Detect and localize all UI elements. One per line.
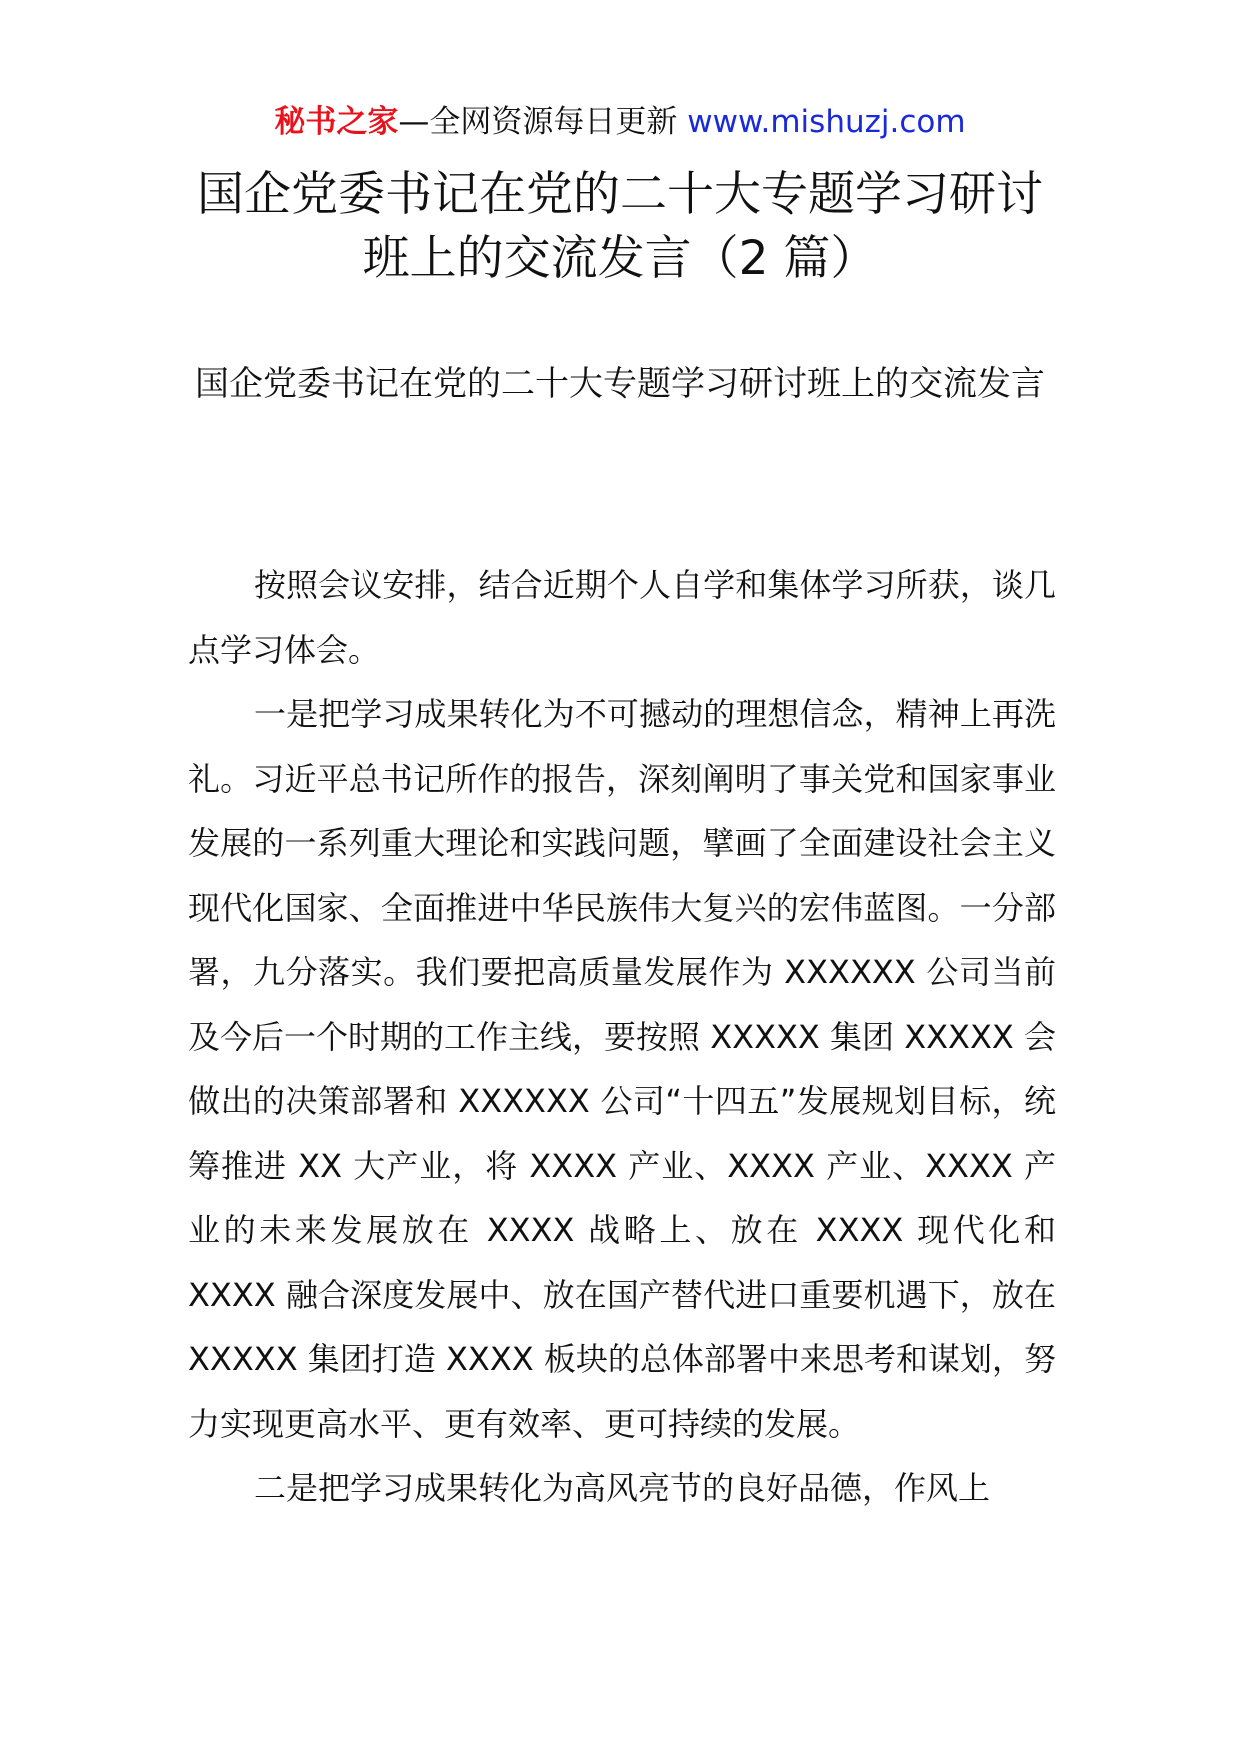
- site-header: [0, 100, 1240, 144]
- paragraph-point-2: 二是把学习成果转化为高风亮节的良好品德，作风上: [254, 1469, 991, 1507]
- brand-name: 秘书之家: [274, 104, 399, 140]
- title-line-1: 国企党委书记在党的二十大专题学习研讨: [197, 167, 1043, 222]
- paragraph-point-1: 一是把学习成果转化为不可撼动的理想信念，精神上再洗礼。习近平总书记所作的报告，深刻阐明了事关党和国家事业发展的一系列重大理论和实践问题，擘画了全面建设社会主义现代化国家、全面推进中华民族伟大复兴的宏伟蓝图。一分部署，九分落实。我们要把高质量发展作为 XXXXXX 公司当前及今后一个时期的工作主线，要按照 XXXXX 集团 XXXXX 会做出的决策部署和 XXXXXX 公司“十四五”发展规划目标，统筹推进 XX 大产业，将 XXXX 产业、XXXX 产业、XXXX 产业的未来发展放在 XXXX 战略上、放在 XXXX 现代化和 XXXX 融合深度发展中、放在国产替代进口重要机遇下，放在 XXXXX 集团打造 XXXX 板块的总体部署中来思考和谋划，努力实现更高水平、更有效率、更可持续的发展。: [188, 695, 1056, 1443]
- section-heading: 国企党委书记在党的二十大专题学习研讨班上的交流发言: [195, 364, 1045, 404]
- header-tagline: —全网资源每日更新: [398, 104, 688, 140]
- document-title: [0, 163, 1240, 291]
- title-line-2: 班上的交流发言（2 篇）: [362, 231, 878, 286]
- document-body: [188, 553, 1056, 1521]
- site-url[interactable]: www.mishuzj.com: [687, 104, 966, 140]
- paragraph-intro: 按照会议安排，结合近期个人自学和集体学习所获，谈几点学习体会。: [188, 566, 1056, 669]
